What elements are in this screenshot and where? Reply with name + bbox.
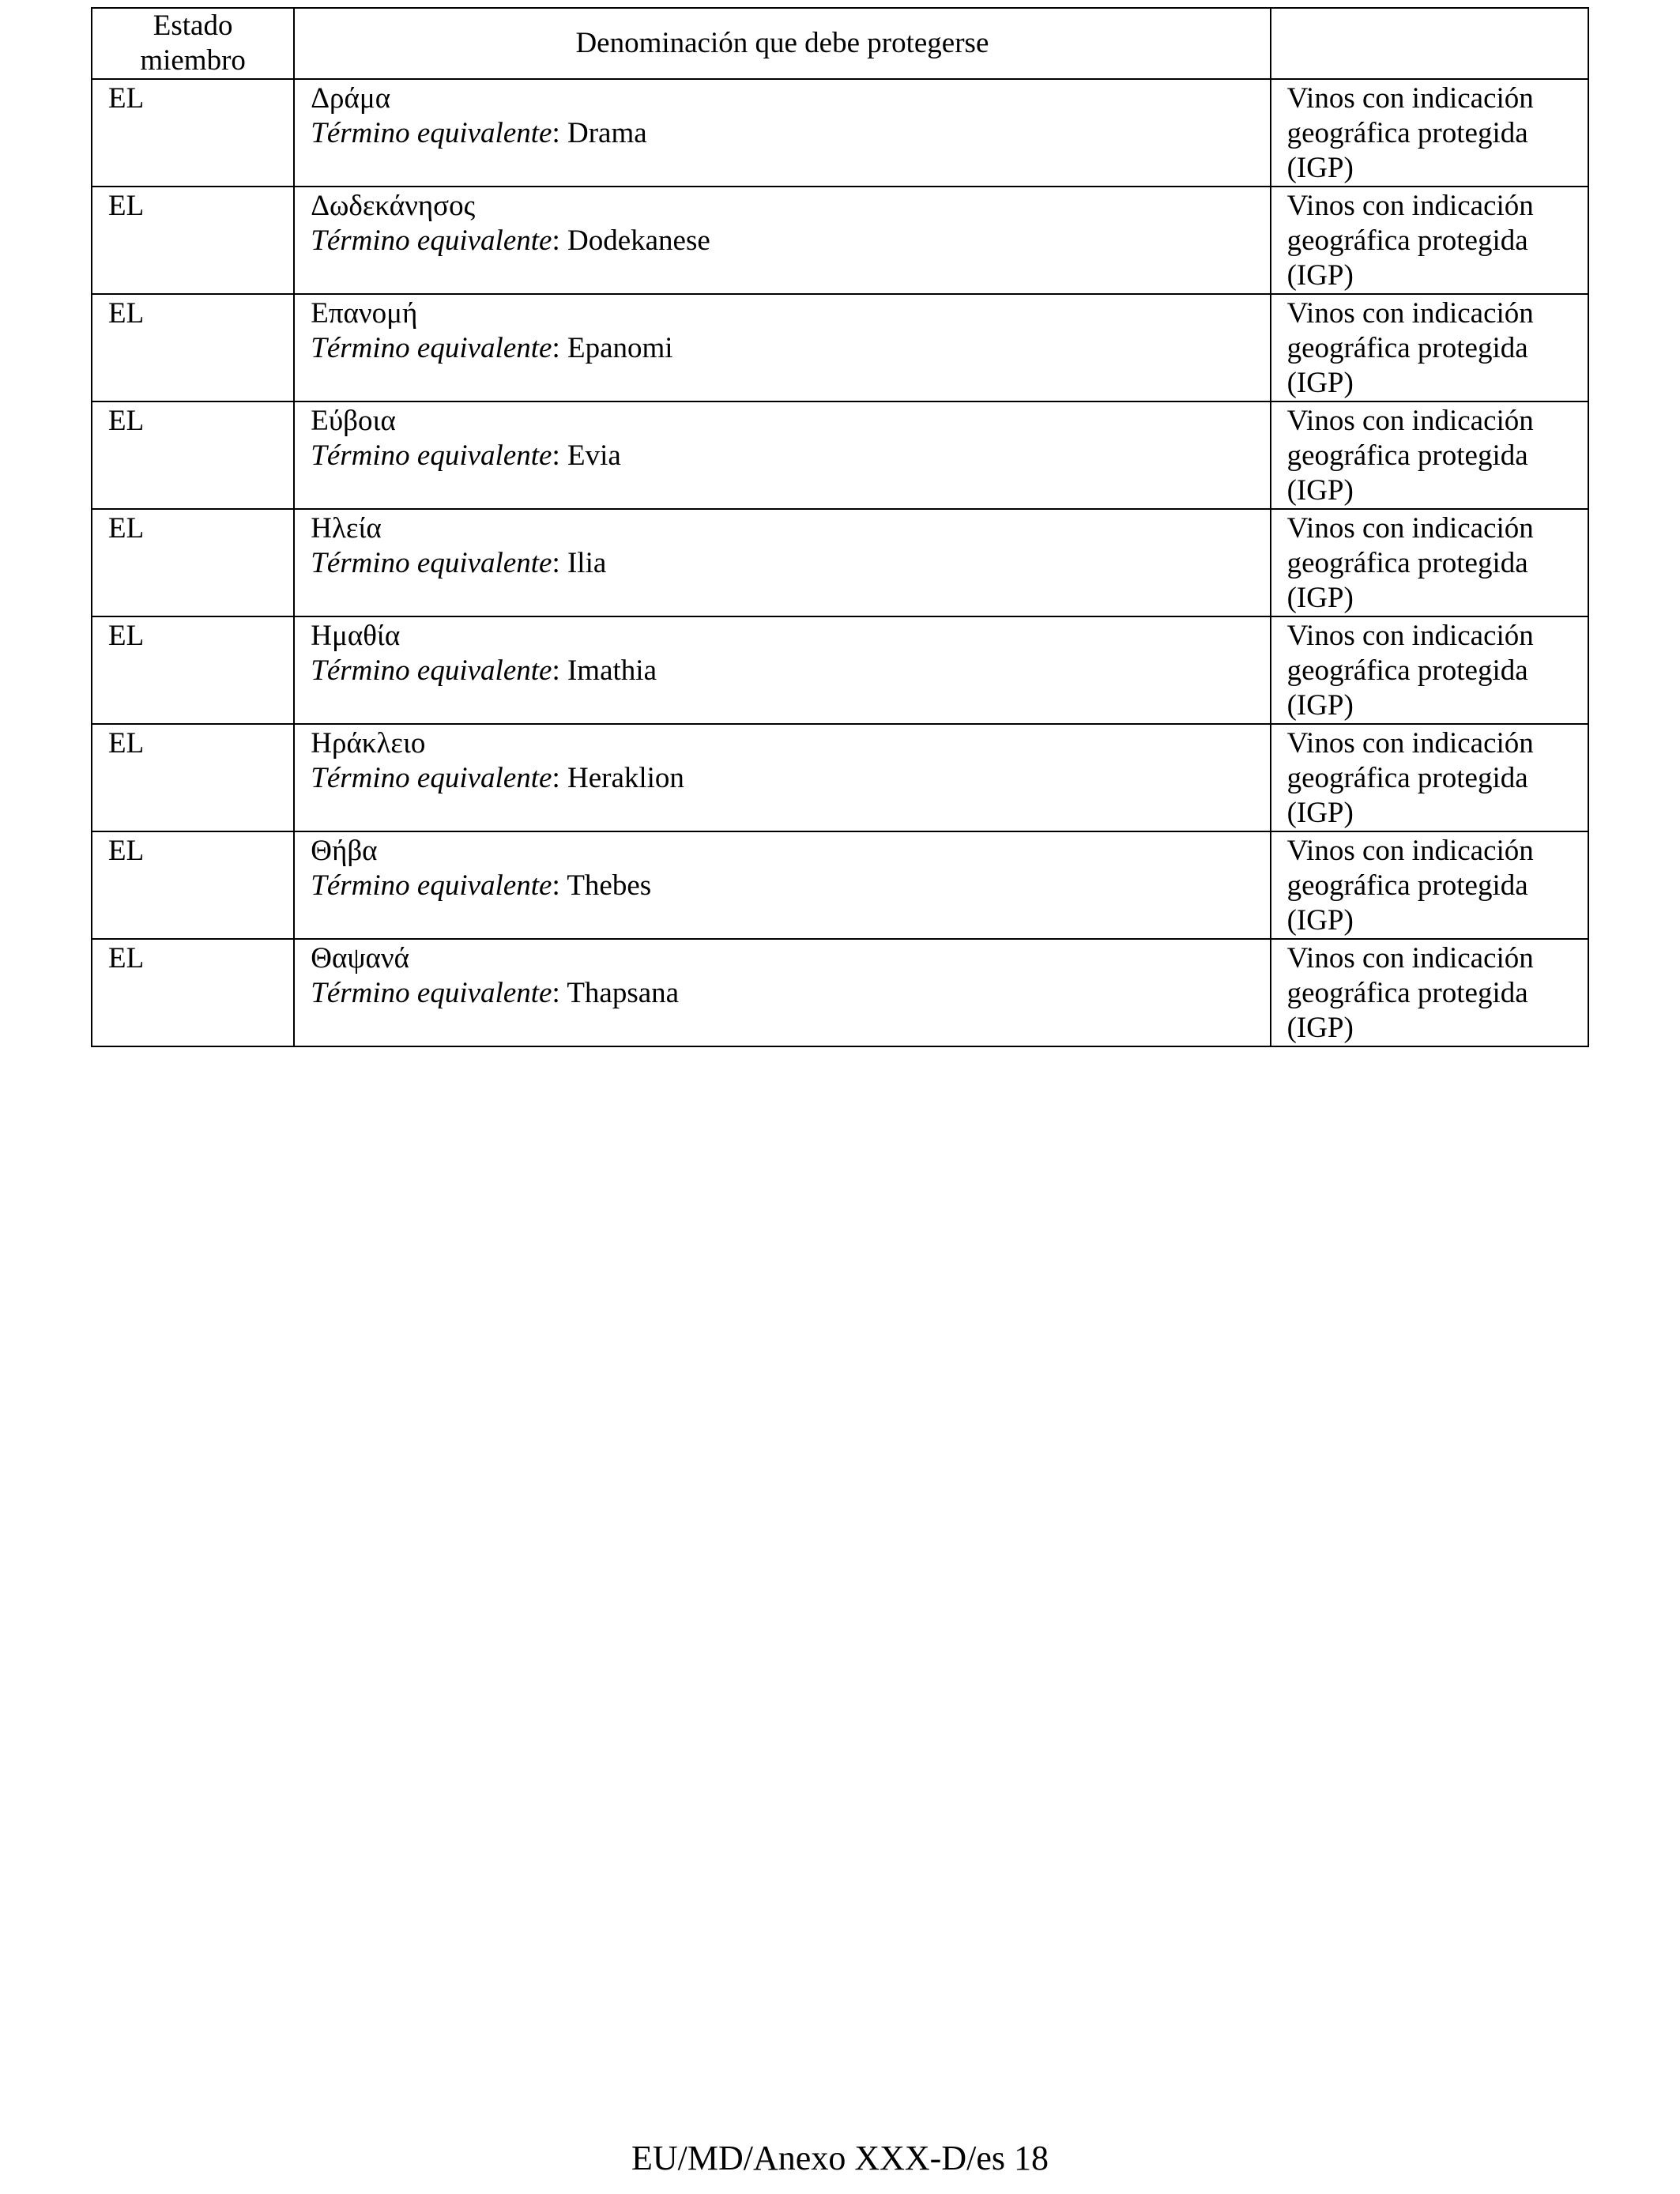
equivalent-term-value: : Ilia (552, 547, 607, 579)
equivalent-term-line (311, 116, 1269, 151)
equivalent-term-label: Término equivalente (311, 439, 552, 472)
cell-category (1271, 187, 1588, 294)
table-row (92, 831, 1588, 939)
category-line: (IGP) (1286, 689, 1354, 722)
equivalent-term-label: Término equivalente (311, 224, 552, 257)
header-category (1271, 8, 1588, 79)
category-line: (IGP) (1286, 259, 1354, 292)
category-line: geográfica protegida (1286, 762, 1528, 794)
category-line: geográfica protegida (1286, 332, 1528, 364)
table-row (92, 187, 1588, 294)
denominations-table (91, 7, 1589, 1047)
denomination-name: Δωδεκάνησος (311, 190, 476, 222)
equivalent-term-value: : Dodekanese (552, 224, 710, 257)
cell-member-state: EL (92, 724, 294, 831)
category-line: geográfica protegida (1286, 439, 1528, 472)
denomination-name: Δράμα (311, 82, 391, 115)
cell-category (1271, 294, 1588, 401)
header-state-line2: miembro (140, 44, 246, 77)
equivalent-term-label: Término equivalente (311, 654, 552, 687)
category-line: Vinos con indicación (1286, 297, 1534, 330)
cell-category (1271, 79, 1588, 187)
equivalent-term-line (311, 439, 1269, 473)
category-line: Vinos con indicación (1286, 405, 1534, 437)
denomination-name: Θαψανά (311, 942, 410, 974)
table-row (92, 616, 1588, 724)
category-line: (IGP) (1286, 474, 1354, 507)
category-line: Vinos con indicación (1286, 620, 1534, 652)
equivalent-term-label: Término equivalente (311, 977, 552, 1009)
equivalent-term-line (311, 654, 1269, 688)
cell-member-state: EL (92, 509, 294, 616)
equivalent-term-line (311, 331, 1269, 366)
header-denomination: Denominación que debe protegerse (294, 8, 1270, 79)
category-line: geográfica protegida (1286, 654, 1528, 687)
equivalent-term-label: Término equivalente (311, 332, 552, 364)
denomination-name: Θήβα (311, 835, 378, 867)
cell-category (1271, 724, 1588, 831)
cell-member-state: EL (92, 79, 294, 187)
equivalent-term-value: : Evia (552, 439, 621, 472)
cell-category (1271, 939, 1588, 1046)
denomination-name: Ηράκλειο (311, 727, 426, 760)
cell-denomination (294, 187, 1270, 294)
equivalent-term-value: : Heraklion (552, 762, 684, 794)
table-row (92, 294, 1588, 401)
equivalent-term-line (311, 546, 1269, 581)
category-line: Vinos con indicación (1286, 190, 1534, 222)
category-line: Vinos con indicación (1286, 82, 1534, 115)
cell-denomination (294, 294, 1270, 401)
category-line: (IGP) (1286, 582, 1354, 614)
equivalent-term-line (311, 761, 1269, 796)
category-line: geográfica protegida (1286, 547, 1528, 579)
cell-category (1271, 509, 1588, 616)
category-line: (IGP) (1286, 797, 1354, 829)
category-line: Vinos con indicación (1286, 942, 1534, 974)
category-line: geográfica protegida (1286, 869, 1528, 902)
category-line: Vinos con indicación (1286, 727, 1534, 760)
category-line: (IGP) (1286, 1012, 1354, 1044)
cell-denomination (294, 939, 1270, 1046)
category-line: Vinos con indicación (1286, 512, 1534, 545)
cell-category (1271, 401, 1588, 509)
table-row (92, 724, 1588, 831)
equivalent-term-line (311, 976, 1269, 1011)
category-line: geográfica protegida (1286, 224, 1528, 257)
cell-denomination (294, 616, 1270, 724)
equivalent-term-line (311, 869, 1269, 903)
category-line: (IGP) (1286, 152, 1354, 184)
cell-denomination (294, 724, 1270, 831)
equivalent-term-line (311, 224, 1269, 258)
category-line: geográfica protegida (1286, 977, 1528, 1009)
cell-category (1271, 831, 1588, 939)
denomination-name: Εύβοια (311, 405, 396, 437)
equivalent-term-label: Término equivalente (311, 547, 552, 579)
cell-member-state: EL (92, 294, 294, 401)
denomination-name: Επανομή (311, 297, 418, 330)
table-row (92, 79, 1588, 187)
cell-denomination (294, 79, 1270, 187)
table-row (92, 939, 1588, 1046)
header-member-state (92, 8, 294, 79)
denomination-name: Ηλεία (311, 512, 382, 545)
equivalent-term-value: : Imathia (552, 654, 657, 687)
equivalent-term-value: : Epanomi (552, 332, 673, 364)
cell-member-state: EL (92, 616, 294, 724)
table-row (92, 401, 1588, 509)
header-state-line1: Estado (153, 9, 233, 42)
category-line: (IGP) (1286, 367, 1354, 399)
cell-member-state: EL (92, 401, 294, 509)
cell-denomination (294, 831, 1270, 939)
equivalent-term-label: Término equivalente (311, 117, 552, 149)
equivalent-term-value: : Thebes (552, 869, 652, 902)
equivalent-term-label: Término equivalente (311, 762, 552, 794)
header-row (92, 8, 1588, 79)
category-line: (IGP) (1286, 904, 1354, 937)
table-row (92, 509, 1588, 616)
category-line: geográfica protegida (1286, 117, 1528, 149)
cell-denomination (294, 401, 1270, 509)
table-header (92, 8, 1588, 79)
cell-category (1271, 616, 1588, 724)
denomination-name: Ημαθία (311, 620, 401, 652)
equivalent-term-label: Término equivalente (311, 869, 552, 902)
table-body (92, 79, 1588, 1046)
page-footer: EU/MD/Anexo XXX-D/es 18 (631, 2139, 1049, 2177)
category-line: Vinos con indicación (1286, 835, 1534, 867)
cell-denomination (294, 509, 1270, 616)
equivalent-term-value: : Drama (552, 117, 647, 149)
equivalent-term-value: : Thapsana (552, 977, 680, 1009)
cell-member-state: EL (92, 187, 294, 294)
cell-member-state: EL (92, 831, 294, 939)
cell-member-state: EL (92, 939, 294, 1046)
